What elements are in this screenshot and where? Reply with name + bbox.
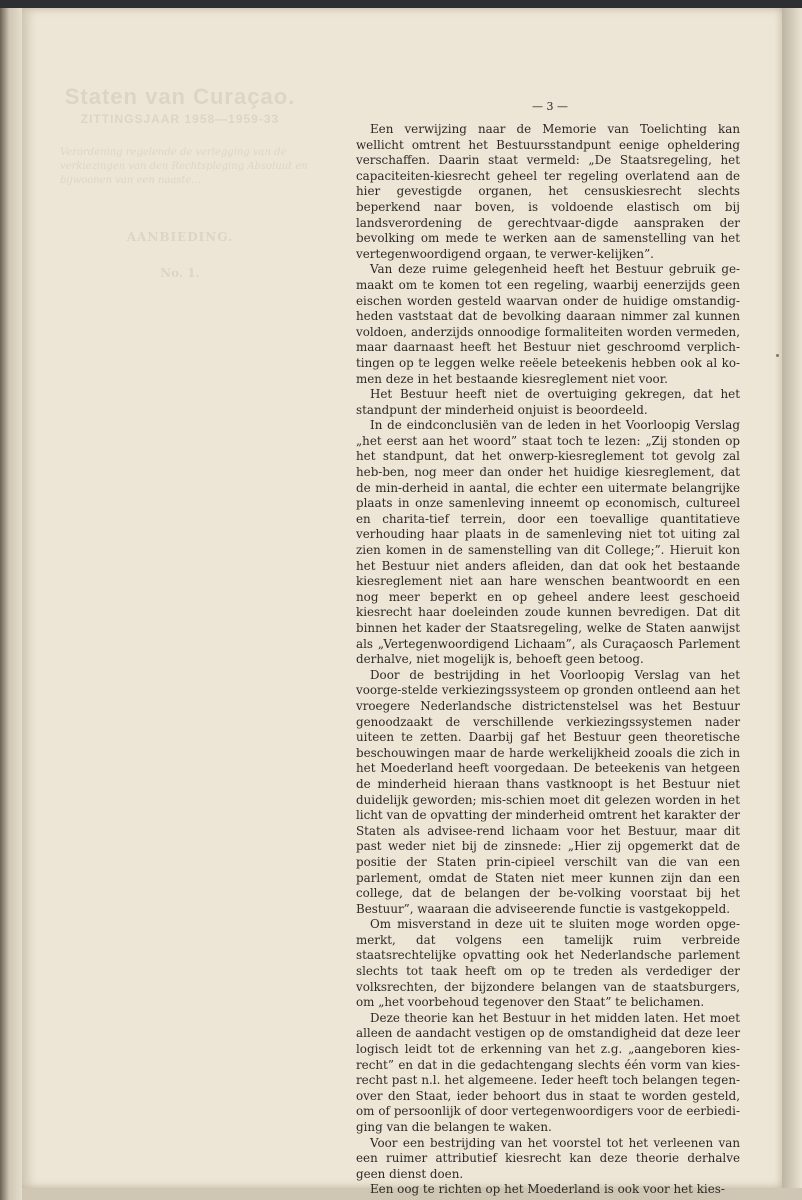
paragraph: Een verwijzing naar de Memorie van Toelichting kan wellicht omtrent het Bestuursstandpunt eenige opheldering verschaffen. Daarin staat vermeld: „De Staatsregeling, het capaciteiten-kiesrecht geheel ter regeling overlatend aan de hier gevestigde organen, het censuskiesrecht slechts beperkend naar boven, is voldoende elastisch om bij landsverordening de gerechtvaar-digde aanspraken der bevolking om mede te werken aan de samenstelling van het vertegenwoordigend orgaan, te verwer-kelijken”. — [356, 122, 740, 261]
show-through-text — [40, 84, 320, 280]
paragraph: Deze theorie kan het Bestuur in het midden laten. Het moet alleen de aandacht vestigen op de omstandigheid dat deze leer logisch leidt tot de erkenning van het z.g. „aangeboren kies-recht” en dat in die gedachtengang slechts één vorm van kies-recht past n.l. het algemeene. Ieder heeft toch belangen tegen-over den Staat, ieder behoort dus in staat te worden gesteld, om of persoonlijk of door vertegenwoordigers voor de eerbiedi-ging van die belangen te waken. — [356, 1010, 740, 1134]
paper-speck — [776, 354, 779, 357]
ghost-subtitle: Verordening regelende de verlegging van de verkiezingen van den Rechtspleging Absoluut en bijwoonen van een naaste... — [60, 147, 308, 186]
ghost-number: No. 1. — [160, 266, 200, 280]
page-right-edge — [782, 8, 802, 1200]
ghost-heading: AANBIEDING. — [126, 230, 234, 244]
paragraph: Voor een bestrijding van het voorstel tot het verleenen van een ruimer attributief kiesrecht kan deze theorie derhalve geen dienst doen. — [356, 1135, 740, 1181]
paragraph: Een oog te richten op het Moederland is ook voor het kies- — [370, 1182, 725, 1197]
paragraph: In de eindconclusiën van de leden in het Voorloopig Verslag „het eerst aan het woord” staat toch te lezen: „Zij stonden op het standpunt, dat het onwerp-kiesreglement tot gevolg zal heb-ben, nog meer dan onder het huidige kiesreglement, dat de min-derheid in aantal, die echter een uitermate belangrijke plaats in onze samenleving inneemt op economisch, cultureel en charita-tief terrein, door een toevallige quantitatieve verhouding haar plaats in de samenleving niet tot uiting zal zien komen in de samenstelling van dit College;”. Hieruit kon het Bestuur niet anders afleiden, dan dat ook het bestaande kiesreglement niet aan hare wenschen beantwoordt en een nog meer beperkt en op geheel andere leest geschoeid kiesrecht haar doeleinden zoude kunnen bevredigen. Dat dit binnen het kader der Staatsregeling, welke de Staten aanwijst als „Vertegenwoordigend Lichaam”, als Curaçaosch Parlement derhalve, niet mogelijk is, behoeft geen betoog. — [356, 418, 740, 667]
ghost-session: ZITTINGSJAAR 1958—1959-33 — [80, 112, 280, 126]
ghost-title: Staten van Curaçao. — [64, 84, 296, 109]
paragraph: Om misverstand in deze uit te sluiten moge worden opge-merkt, dat volgens een tamelijk ruim verbreide staatsrechtelijke opvatting ook het Nederlandsche parlement slechts tot taak heeft om op te treden als verdediger der volksrechten, der bijzondere belangen van de staatsburgers, om „het voorbehoud tegenover den Staat” te belichamen. — [356, 917, 740, 1010]
paragraph: Door de bestrijding in het Voorloopig Verslag van het voorge-stelde verkiezingssysteem op gronden ontleend aan het vroegere Nederlandsche districtenstelsel was het Bestuur genoodzaakt de verschillende verkiezingssystemen nader uiteen te zetten. Daarbij gaf het Bestuur geen theoretische beschouwingen maar de harde werkelijkheid zooals die zich in het Moederland heeft voorgedaan. De beteekenis van hetgeen de minderheid hieraan thans vastknoopt is het Bestuur niet duidelijk geworden; mis-schien moet dit gelezen worden in het licht van de opvatting der minderheid omtrent het karakter der Staten als advisee-rend lichaam voor het Bestuur, maar dit past weder niet bij de zinsnede: „Hier zij opgemerkt dat de positie der Staten prin-cipieel verschilt van die van een parlement, omdat de Staten niet meer kunnen zijn dan een college, dat de belangen der be-volking voorstaat bij het Bestuur”, waaraan die adviseerende functie is vastgekoppeld. — [356, 667, 740, 916]
paragraph: Van deze ruime gelegenheid heeft het Bestuur gebruik ge-maakt om te komen tot een regeling, waarbij eenerzijds geen eischen worden gesteld waarvan onder de huidige omstandig-heden vaststaat dat de bevolking daaraan nimmer zal kunnen voldoen, anderzijds onnoodige formaliteiten worden vermeden, maar daarnaast heeft het Bestuur niet geschroomd verplich-tingen op te leggen welke reëele beteekenis hebben ook al ko-men deze in het bestaande kiesreglement niet voor. — [356, 262, 740, 386]
body-text — [356, 122, 740, 1198]
paragraph: Het Bestuur heeft niet de overtuiging gekregen, dat het standpunt der minderheid onjuist is beoordeeld. — [356, 387, 740, 417]
page-number: — 3 — — [532, 100, 568, 113]
